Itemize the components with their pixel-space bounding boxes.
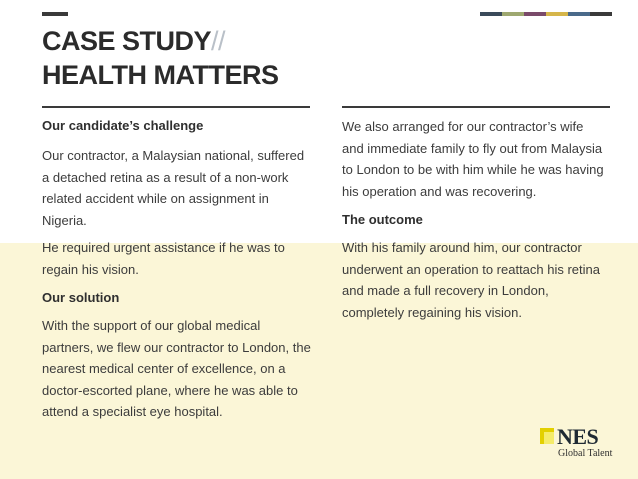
challenge-paragraph-2: He required urgent assistance if he was to regain his vision.	[42, 240, 285, 277]
stripe	[546, 12, 568, 16]
challenge-paragraph-1: Our contractor, a Malaysian national, suffered a detached retina as a result of a non-work related accident while on assignment in Nigeria.	[42, 148, 305, 228]
title-slash: //	[211, 26, 226, 56]
page-title	[42, 24, 278, 92]
left-column	[42, 116, 314, 423]
title-line-1: CASE STUDY	[42, 26, 212, 56]
title-line-2: HEALTH MATTERS	[42, 60, 279, 90]
stripe	[568, 12, 590, 16]
family-paragraph: We also arranged for our contractor’s wife and immediate family to fly out from Malaysia to London to be with him while he was having his operation and was recovering.	[342, 119, 604, 199]
outcome-heading: The outcome	[342, 212, 423, 227]
logo-mark-inner	[544, 432, 554, 444]
challenge-heading: Our candidate’s challenge	[42, 118, 204, 133]
stripe	[480, 12, 502, 16]
stripe	[590, 12, 612, 16]
title-accent-bar	[42, 12, 68, 16]
header-color-stripes	[480, 12, 612, 16]
logo-tagline: Global Talent	[558, 448, 613, 459]
left-divider	[42, 106, 310, 108]
stripe	[502, 12, 524, 16]
solution-paragraph: With the support of our global medical partners, we flew our contractor to London, the nearest medical center of excellence, on a doctor-escorted plane, where he was able to attend a specialist eye hospital.	[42, 318, 311, 419]
right-column	[342, 116, 614, 323]
logo-name: NES	[557, 424, 599, 449]
outcome-paragraph: With his family around him, our contractor underwent an operation to reattach his retina and made a full recovery in London, completely regaining his vision.	[342, 240, 601, 320]
right-divider	[342, 106, 610, 108]
stripe	[524, 12, 546, 16]
solution-heading: Our solution	[42, 290, 120, 305]
nes-logo	[540, 426, 624, 464]
